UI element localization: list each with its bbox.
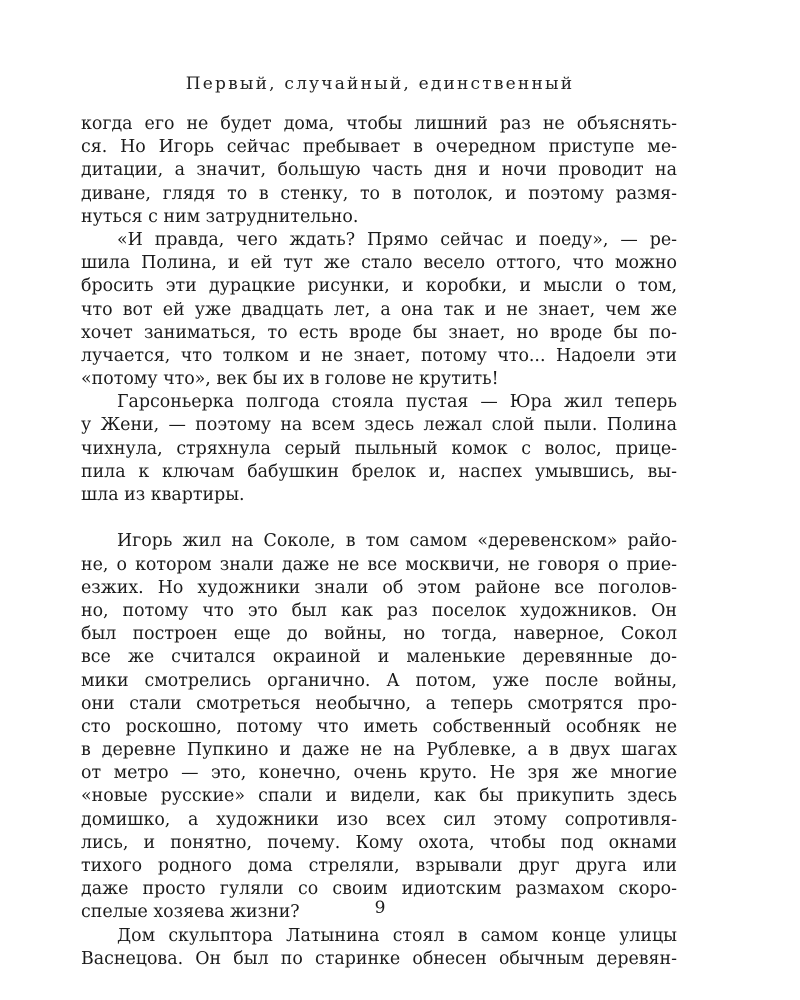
text-line: сто роскошно, потому что иметь собственный особняк не bbox=[81, 716, 677, 737]
text-line: лись, и понятно, почему. Кому охота, чтобы под окнами bbox=[81, 832, 677, 853]
text-line: лучается, что толком и не знает, потому что... Надоели эти bbox=[81, 345, 677, 366]
text-line: что вот ей уже двадцать лет, а она так и не знает, чем же bbox=[81, 299, 677, 320]
body-text bbox=[81, 113, 677, 971]
text-line: спелые хозяева жизни? bbox=[81, 902, 300, 923]
text-line: пила к ключам бабушкин брелок и, наспех умывшись, вы- bbox=[81, 461, 677, 482]
running-head: Первый, случайный, единственный bbox=[185, 74, 575, 94]
text-line: они стали смотреться необычно, а теперь смотрятся про- bbox=[81, 693, 677, 714]
text-line: «И правда, чего ждать? Прямо сейчас и поеду», — ре- bbox=[117, 229, 677, 250]
text-line: дитации, а значит, большую часть дня и ночи проводит на bbox=[81, 160, 677, 181]
text-line: чихнула, стряхнула серый пыльный комок с волос, прице- bbox=[81, 438, 677, 459]
text-line: бросить эти дурацкие рисунки, и коробки, и мысли о том, bbox=[81, 276, 677, 297]
text-line: «новые русские» спали и видели, как бы прикупить здесь bbox=[81, 786, 677, 807]
text-line: диване, глядя то в стенку, то в потолок, и поэтому размя- bbox=[81, 183, 677, 204]
text-line: Васнецова. Он был по старинке обнесен обычным деревян- bbox=[81, 948, 677, 969]
section-break bbox=[81, 507, 677, 530]
text-line: Игорь жил на Соколе, в том самом «деревенском» райо- bbox=[117, 531, 677, 552]
text-line: шла из квартиры. bbox=[81, 485, 245, 505]
text-line: в деревне Пупкино и даже не на Рублевке, а в двух шагах bbox=[81, 740, 677, 761]
text-line: но, потому что это был как раз поселок художников. Он bbox=[81, 600, 677, 621]
text-line: даже просто гуляли со своим идиотским размахом скоро- bbox=[81, 879, 677, 900]
text-line: мики смотрелись органично. А потом, уже после войны, bbox=[81, 670, 677, 691]
text-line: у Жени, — поэтому на всем здесь лежал слой пыли. Полина bbox=[81, 415, 677, 436]
text-line: нуться с ним затруднительно. bbox=[81, 206, 359, 227]
page-number: 9 bbox=[374, 898, 386, 918]
text-line: когда его не будет дома, чтобы лишний раз не объяснять- bbox=[81, 114, 677, 134]
text-line: езжих. Но художники знали об этом районе все поголов- bbox=[81, 577, 677, 598]
text-line: тихого родного дома стреляли, взрывали друг друга или bbox=[81, 856, 677, 876]
text-line: от метро — это, конечно, очень круто. Не зря же многие bbox=[81, 763, 677, 784]
text-line: не, о котором знали даже не все москвичи, не говоря о прие- bbox=[81, 554, 677, 575]
text-line: все же считался окраиной и маленькие деревянные до- bbox=[81, 647, 677, 668]
text-line: «потому что», век бы их в голове не крутить! bbox=[81, 369, 499, 390]
text-line: Гарсоньерка полгода стояла пустая — Юра жил теперь bbox=[117, 392, 677, 413]
text-line: ся. Но Игорь сейчас пребывает в очередном приступе ме- bbox=[81, 137, 677, 158]
text-line: домишко, а художники изо всех сил этому сопротивля- bbox=[81, 809, 677, 830]
text-line: Дом скульптора Латынина стоял в самом конце улицы bbox=[117, 925, 677, 946]
text-line: шила Полина, и ей тут же стало весело оттого, что можно bbox=[81, 253, 677, 274]
text-line: был построен еще до войны, но тогда, наверное, Сокол bbox=[81, 624, 677, 645]
text-line: хочет заниматься, то есть вроде бы знает, но вроде бы по- bbox=[81, 322, 677, 343]
